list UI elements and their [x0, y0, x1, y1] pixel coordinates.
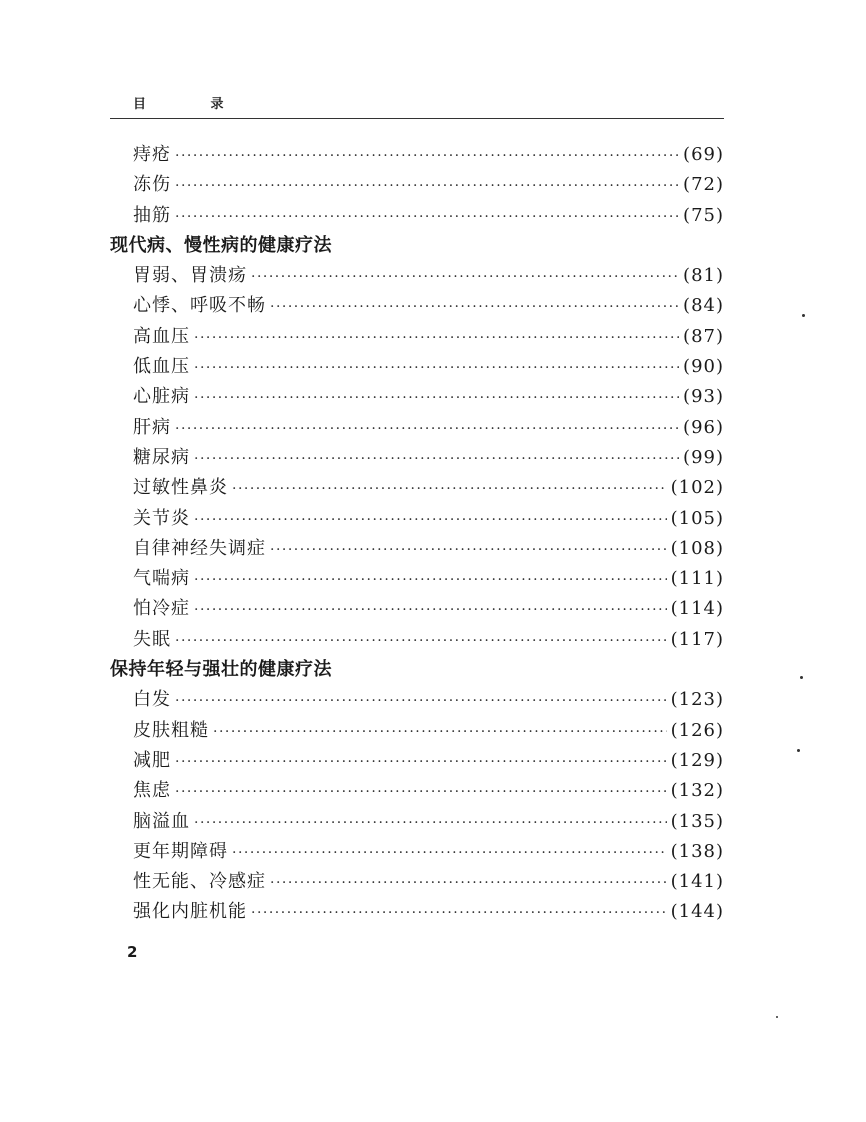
entry-title: 怕冷症 [133, 598, 190, 620]
entry-title: 失眠 [133, 628, 171, 650]
entry-page-number: (99) [683, 446, 724, 468]
dot-leader [213, 717, 667, 747]
section-heading: 现代病、慢性病的健康疗法 [110, 234, 332, 256]
dot-leader [251, 898, 667, 928]
toc-entry-line [0, 504, 866, 534]
dot-leader [270, 868, 667, 898]
toc-entry [133, 352, 724, 383]
toc-entry [133, 746, 724, 777]
entry-title: 低血压 [133, 356, 190, 378]
dot-leader [175, 777, 667, 807]
entry-page-number: (132) [670, 780, 724, 802]
table-of-contents [0, 140, 866, 928]
toc-entry [133, 897, 724, 928]
entry-title: 焦虑 [133, 780, 171, 802]
toc-entry [133, 140, 724, 171]
toc-entry [133, 625, 724, 656]
dot-leader [175, 141, 679, 171]
entry-title: 白发 [133, 689, 171, 711]
toc-entry [133, 807, 724, 838]
entry-title: 糖尿病 [133, 446, 190, 468]
toc-entry [133, 867, 724, 898]
dot-leader [175, 747, 667, 777]
toc-entry [133, 504, 724, 535]
toc-entry-line [0, 291, 866, 321]
entry-title: 冻伤 [133, 174, 171, 196]
toc-entry [133, 170, 724, 201]
entry-page-number: (93) [683, 386, 724, 408]
entry-title: 痔疮 [133, 144, 171, 165]
toc-entry-line [0, 443, 866, 473]
toc-entry-line [0, 140, 866, 170]
toc-entry [133, 201, 724, 232]
entry-page-number: (141) [670, 871, 724, 893]
section-heading: 保持年轻与强壮的健康疗法 [110, 659, 332, 681]
entry-page-number: (123) [670, 689, 724, 711]
entry-title: 过敏性鼻炎 [133, 477, 228, 499]
dot-leader [175, 686, 667, 716]
entry-page-number: (69) [683, 144, 724, 165]
toc-entry [133, 685, 724, 716]
entry-page-number: (108) [670, 537, 724, 559]
toc-entry-line [0, 201, 866, 231]
entry-page-number: (111) [670, 568, 724, 590]
toc-entry-line [0, 625, 866, 655]
entry-title: 心悸、呼吸不畅 [133, 295, 266, 317]
toc-entry-line [0, 685, 866, 715]
dot-leader [175, 171, 679, 201]
scan-speck [776, 1016, 778, 1018]
scan-speck [797, 749, 800, 752]
running-header: 目 录 [133, 97, 254, 112]
toc-entry-line [0, 473, 866, 503]
entry-page-number: (117) [670, 628, 724, 650]
scan-speck [800, 676, 803, 679]
entry-page-number: (84) [683, 295, 724, 317]
entry-title: 自律神经失调症 [133, 537, 266, 559]
dot-leader [232, 838, 667, 868]
dot-leader [270, 292, 679, 322]
toc-entry-line [0, 352, 866, 382]
toc-entry-line [0, 897, 866, 927]
entry-title: 减肥 [133, 749, 171, 771]
dot-leader [194, 323, 679, 353]
entry-page-number: (75) [683, 204, 724, 226]
toc-entry-line [0, 594, 866, 624]
toc-section-line [0, 231, 866, 261]
toc-entry [133, 443, 724, 474]
toc-entry-line [0, 776, 866, 806]
toc-entry [133, 413, 724, 444]
toc-entry-line [0, 837, 866, 867]
entry-page-number: (81) [683, 265, 724, 287]
dot-leader [194, 565, 667, 595]
dot-leader [194, 353, 679, 383]
dot-leader [251, 262, 679, 292]
header-rule [110, 118, 724, 119]
entry-page-number: (144) [670, 901, 724, 923]
toc-entry [133, 382, 724, 413]
toc-entry-line [0, 170, 866, 200]
dot-leader [175, 626, 667, 656]
entry-page-number: (138) [670, 840, 724, 862]
entry-title: 气喘病 [133, 568, 190, 590]
toc-entry-line [0, 382, 866, 412]
toc-entry-line [0, 261, 866, 291]
toc-entry-line [0, 534, 866, 564]
entry-title: 更年期障碍 [133, 840, 228, 862]
entry-title: 高血压 [133, 325, 190, 347]
entry-title: 关节炎 [133, 507, 190, 529]
toc-entry [133, 837, 724, 868]
dot-leader [194, 505, 667, 535]
toc-entry [133, 716, 724, 747]
entry-title: 脑溢血 [133, 810, 190, 832]
entry-page-number: (102) [670, 477, 724, 499]
toc-entry [133, 291, 724, 322]
toc-entry-line [0, 413, 866, 443]
toc-entry [133, 564, 724, 595]
toc-entry-line [0, 746, 866, 776]
entry-title: 胃弱、胃溃疡 [133, 265, 247, 287]
entry-title: 心脏病 [133, 386, 190, 408]
dot-leader [194, 444, 679, 474]
entry-page-number: (72) [683, 174, 724, 196]
entry-page-number: (96) [683, 416, 724, 438]
toc-entry-line [0, 807, 866, 837]
dot-leader [175, 202, 679, 232]
entry-title: 强化内脏机能 [133, 901, 247, 923]
dot-leader [270, 535, 667, 565]
toc-entry-line [0, 716, 866, 746]
entry-page-number: (105) [670, 507, 724, 529]
entry-page-number: (129) [670, 749, 724, 771]
toc-entry [133, 261, 724, 292]
toc-entry-line [0, 867, 866, 897]
toc-entry [133, 473, 724, 504]
toc-entry [133, 322, 724, 353]
entry-page-number: (114) [670, 598, 724, 620]
entry-page-number: (87) [683, 325, 724, 347]
dot-leader [194, 595, 667, 625]
entry-title: 皮肤粗糙 [133, 719, 209, 741]
toc-entry [133, 534, 724, 565]
scan-speck [802, 314, 805, 317]
toc-section-line [0, 655, 866, 685]
page-number: 2 [127, 943, 138, 961]
toc-entry [133, 594, 724, 625]
dot-leader [175, 414, 679, 444]
dot-leader [194, 808, 667, 838]
entry-page-number: (90) [683, 356, 724, 378]
entry-page-number: (135) [670, 810, 724, 832]
toc-entry-line [0, 322, 866, 352]
toc-entry [133, 776, 724, 807]
dot-leader [194, 383, 679, 413]
entry-page-number: (126) [670, 719, 724, 741]
dot-leader [232, 474, 667, 504]
toc-entry-line [0, 564, 866, 594]
entry-title: 肝病 [133, 416, 171, 438]
entry-title: 抽筋 [133, 204, 171, 226]
entry-title: 性无能、冷感症 [133, 871, 266, 893]
